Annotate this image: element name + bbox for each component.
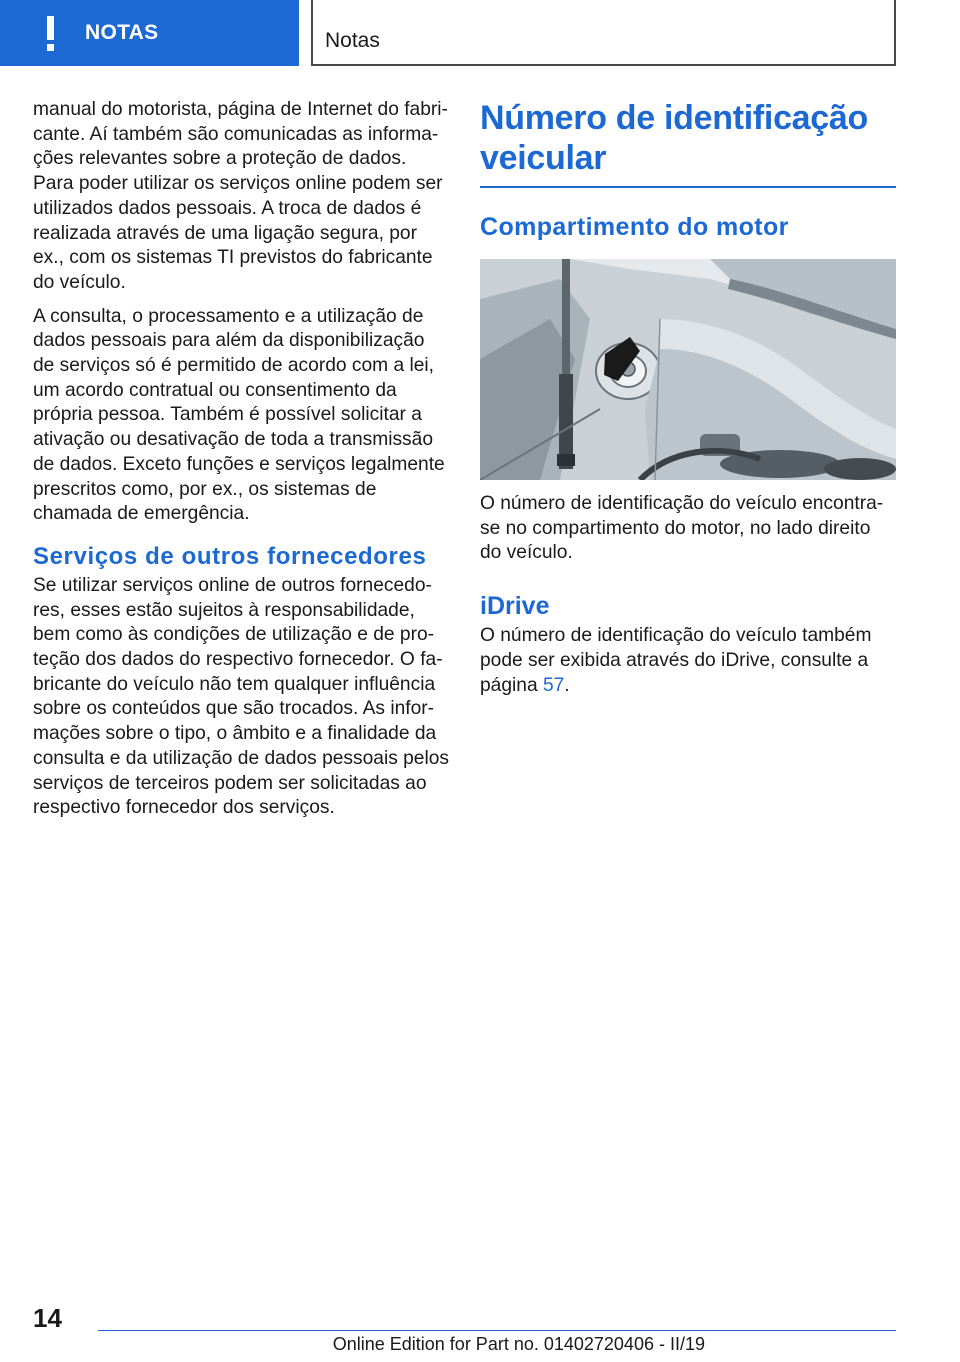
section-title: Número de identificação veicular: [480, 99, 868, 177]
heading-third-party-services: Serviços de outros fornecedores: [33, 542, 427, 570]
page-reference-link[interactable]: 57: [542, 674, 565, 696]
header-title-frame: [311, 0, 896, 66]
section-tab: [0, 0, 299, 66]
engine-compartment-illustration: [480, 259, 896, 480]
paragraph-third-party: Se utilizar serviços online de outros fornecedores, esses estão sujeitos à responsabilidade, bem como às condições de utilização e de proteção dos dados do respectivo fornecedor. O fabricante do veículo não tem qualquer influência sobre os conteúdos que são trocados. As informações sobre o tipo, o âmbito e a finalidade da consulta e da utilização de dados pessoais pelos serviços de terceiros podem ser solicitadas ao respectivo fornecedor dos serviços.: [33, 574, 450, 819]
paragraph-data-processing: A consulta, o processamento e a utilização de dados pessoais para além da disponibilização de serviços só é permitido de acordo com a lei, um acordo contratual ou consentimento da própria pessoa. Também é possível solicitar a ativação ou desativação de toda a transmissão de dados. Exceto funções e serviços legalmente prescritos como, por ex., os sistemas de chamada de emergência.: [33, 305, 445, 525]
idrive-text-end: .: [564, 674, 570, 696]
heading-engine-compartment: Compartimento do motor: [480, 213, 789, 241]
page-number: 14: [33, 1303, 62, 1333]
title-divider: [480, 186, 896, 188]
paragraph-idrive: [480, 624, 896, 698]
section-label: NOTAS: [85, 21, 159, 44]
paragraph-privacy: manual do motorista, página de Internet do fabricante. Aí também são comunicadas as informações relevantes sobre a proteção de dados. Para poder utilizar os serviços online podem ser utilizados dados pessoais. A troca de dados é realizada através de uma ligação segura, por ex., com os sistemas TI previstos do fabricante do veículo.: [33, 99, 448, 293]
exclamation-icon: [43, 16, 57, 51]
edition-info: Online Edition for Part no. 01402720406 - II/19: [332, 1334, 705, 1354]
paragraph-vin-location: O número de identificação do veículo encontra-se no compartimento do motor, no lado direito do veículo.: [480, 493, 884, 564]
page-title: Notas: [325, 29, 380, 52]
left-column: [33, 98, 449, 830]
right-column: [480, 98, 896, 707]
footer-divider: [98, 1330, 896, 1331]
heading-idrive: iDrive: [480, 592, 550, 621]
idrive-text: O número de identificação do veículo também pode ser exibida através do iDrive, consulte a página: [480, 625, 872, 696]
